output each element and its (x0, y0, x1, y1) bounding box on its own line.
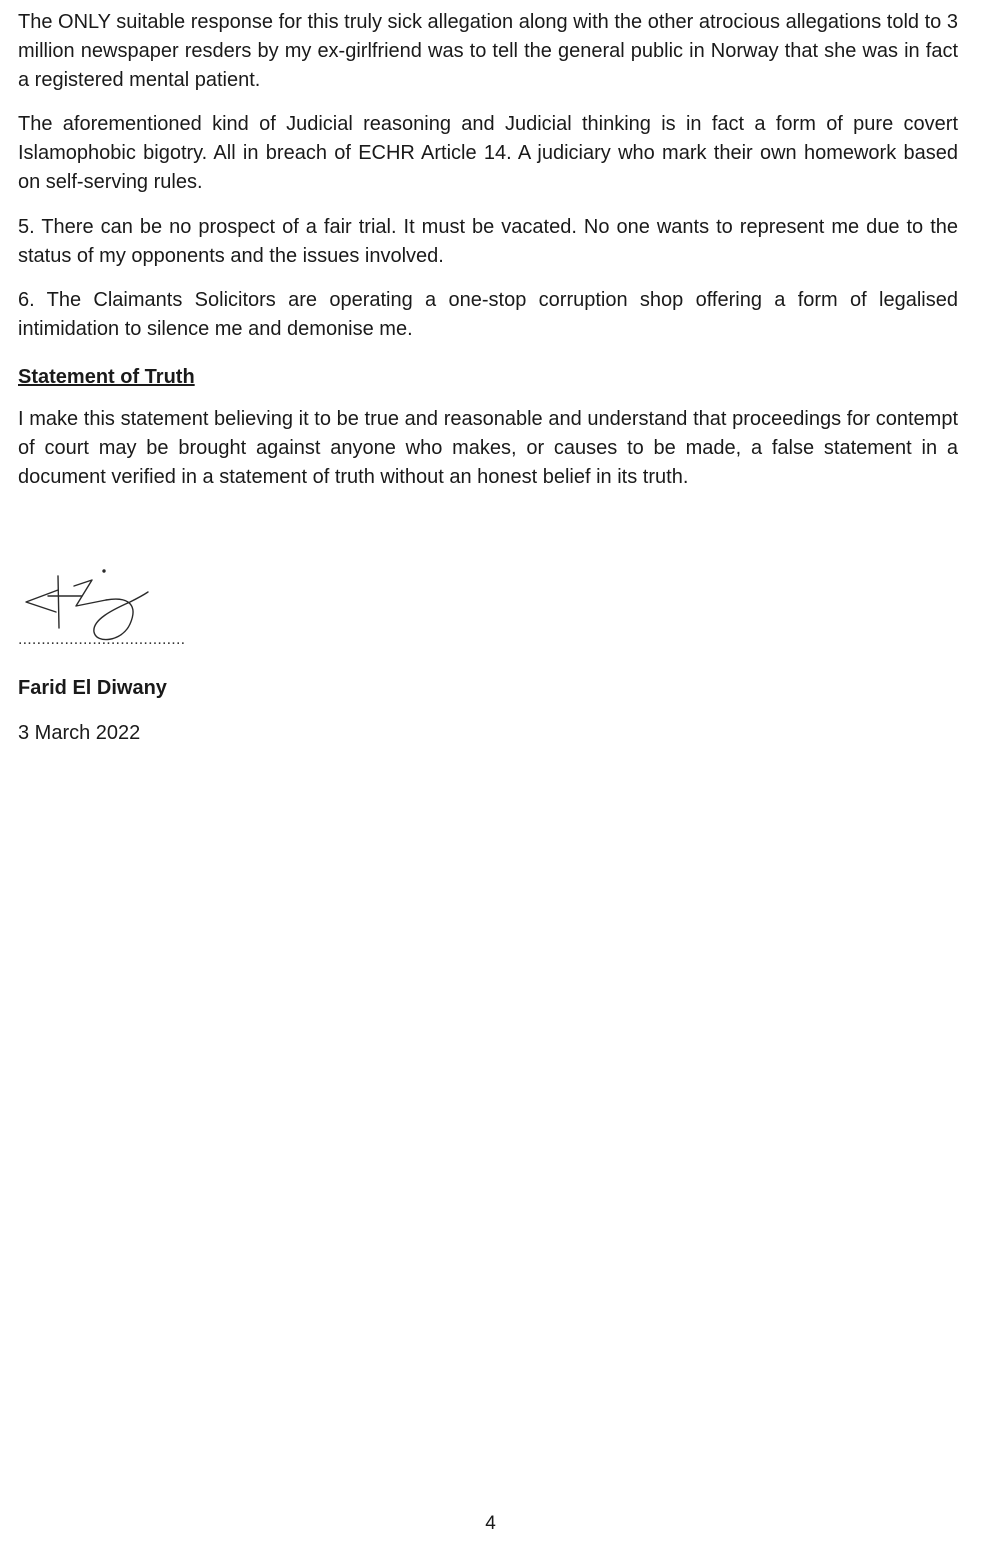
document-date: 3 March 2022 (18, 722, 141, 744)
statement-of-truth-heading: Statement of Truth (18, 366, 195, 388)
paragraph-claimants-solicitors: 6. The Claimants Solicitors are operating a one-stop corruption shop offering a form of legalised intimidation to silence me and demonise me. (18, 289, 958, 340)
signature-line: .................................... (18, 631, 186, 648)
statement-of-truth-text: I make this statement believing it to be true and reasonable and understand that proceedings for contempt of court may be brought against anyone who makes, or causes to be made, a false statement in a document verified in a statement of truth without an honest belief in its truth. (18, 408, 958, 488)
paragraph-judicial-reasoning: The aforementioned kind of Judicial reasoning and Judicial thinking is in fact a form of pure covert Islamophobic bigotry. All in breach of ECHR Article 14. A judiciary who mark their own homework based on self-serving rules. (18, 113, 958, 193)
page-number: 4 (485, 1513, 496, 1534)
paragraph-allegation-response: The ONLY suitable response for this truly sick allegation along with the other atrocious allegations told to 3 million newspaper resders by my ex-girlfriend was to tell the general public in Norway that she was in fact a registered mental patient. (18, 11, 958, 91)
signatory-name: Farid El Diwany (18, 677, 167, 699)
paragraph-fair-trial: 5. There can be no prospect of a fair trial. It must be vacated. No one wants to represent me due to the status of my opponents and the issues involved. (18, 216, 958, 267)
